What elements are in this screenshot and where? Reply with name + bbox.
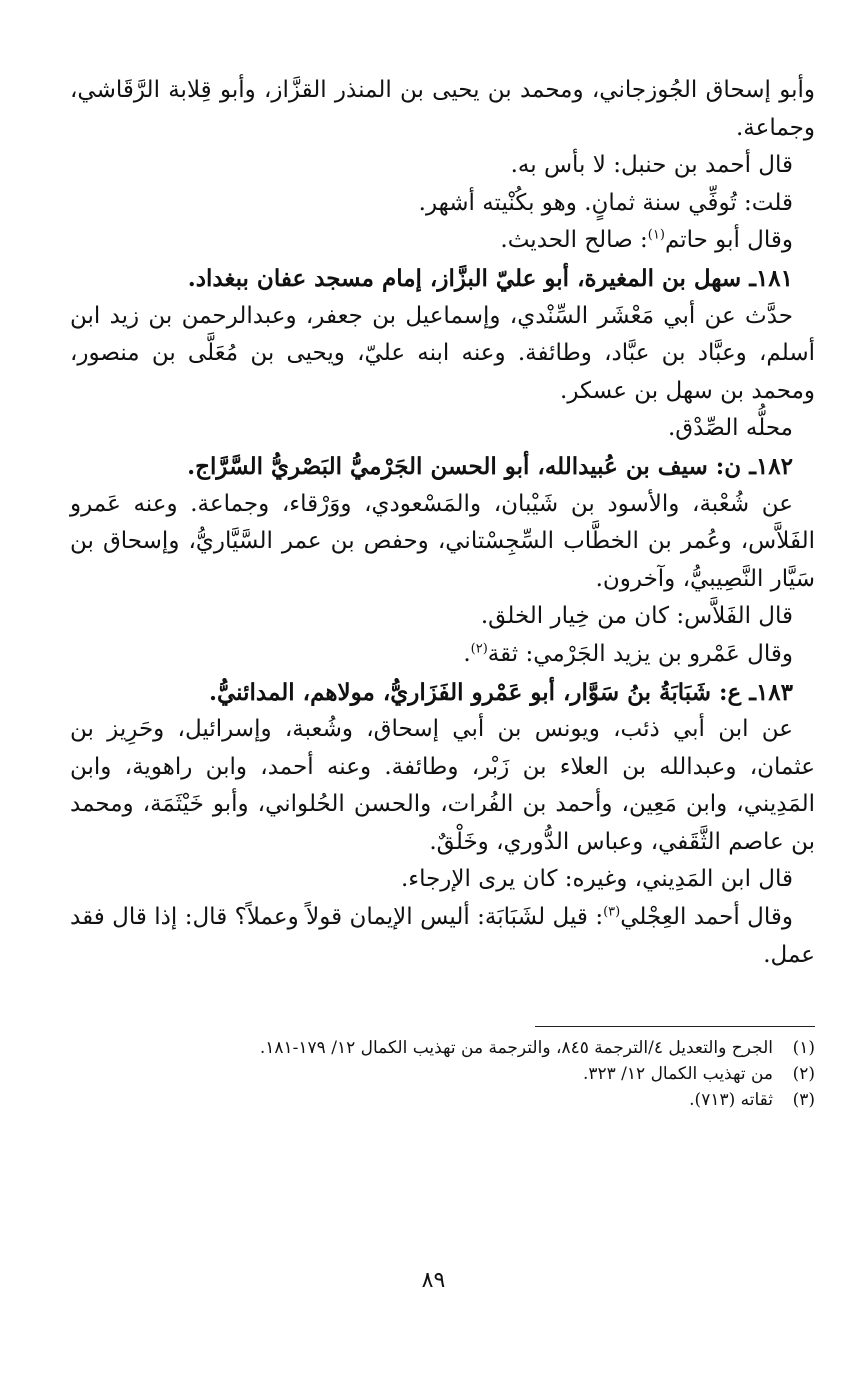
paragraph-text: عن شُعْبة، والأسود بن شَيْبان، والمَسْعودي، ووَرْقاء، وجماعة. وعنه عَمرو الفَلاَّس، وعُمر بن الخطَّاب السِّجِسْتاني، وحفص بن عمر السَّيَّاريُّ، وإسحاق بن سَيَّار النَّصِيبيُّ، وآخرون. — [70, 490, 815, 592]
entry-heading — [70, 260, 815, 298]
paragraph-text: وقال أحمد العِجْلي — [620, 904, 794, 931]
paragraph-text-after: . — [463, 640, 471, 667]
footnote-number: (١) — [792, 1038, 815, 1059]
footnote-marker: (١) — [647, 227, 665, 243]
page-number: ٨٩ — [421, 1268, 446, 1293]
paragraph-text: ١٨١ـ سهل بن المغيرة، أبو عليّ البزَّاز، إمام مسجد عفان ببغداد. — [187, 264, 793, 292]
footnote-number: (٢) — [792, 1064, 815, 1085]
footnotes — [70, 1035, 815, 1113]
paragraph-text: قال ابن المَدِيني، وغيره: كان يرى الإرجاء. — [400, 866, 793, 893]
paragraph-text: قال أحمد بن حنبل: لا بأس به. — [510, 152, 793, 179]
entry-heading — [70, 674, 815, 712]
paragraph-text: قال الفَلاَّس: كان من خِيار الخلق. — [480, 603, 793, 630]
paragraph-text-after: : قيل لشَبَابَة: أليس الإيمان قولاً وعملاً؟ قال: إذا قال فقد عمل. — [70, 904, 815, 968]
body-paragraph — [70, 147, 815, 185]
footnote-text: من تهذيب الكمال ١٢/ ٣٢٣. — [582, 1064, 773, 1085]
footnote-divider — [535, 1026, 815, 1027]
paragraph-text: حدَّث عن أبي مَعْشَر السِّنْدي، وإسماعيل بن جعفر، وعبدالرحمن بن زيد ابن أسلم، وعبَّاد بن عبَّاد، وطائفة. وعنه ابنه عليّ، ويحيى بن مُعَلَّى بن منصور، ومحمد بن سهل بن عسكر. — [70, 302, 815, 404]
body-paragraph — [70, 899, 815, 974]
footnote-text: ثقاته (٧١٣). — [689, 1090, 773, 1111]
body-paragraph — [70, 486, 815, 599]
footnote — [70, 1061, 815, 1087]
footnote-number: (٣) — [792, 1090, 815, 1111]
body-paragraph — [70, 636, 815, 674]
paragraph-text: قلت: تُوفِّي سنة ثمانٍ. وهو بكُنْيته أشهر. — [418, 189, 793, 216]
footnote-marker: (٢) — [470, 641, 488, 657]
paragraph-text: وأبو إسحاق الجُوزجاني، ومحمد بن يحيى بن المنذر القزَّاز، وأبو قِلابة الرَّقَاشي، وجماعة. — [70, 77, 815, 141]
body-paragraph — [70, 72, 815, 147]
footnote-marker: (٣) — [603, 904, 621, 920]
footnote-text: الجرح والتعديل ٤/الترجمة ٨٤٥، والترجمة من تهذيب الكمال ١٢/ ١٧٩-١٨١. — [259, 1038, 773, 1059]
paragraph-text: ١٨٢ـ ن: سيف بن عُبيدالله، أبو الحسن الجَرْميُّ البَصْريُّ السَّرَّاج. — [187, 452, 793, 480]
body-paragraph — [70, 861, 815, 899]
entry-heading — [70, 448, 815, 486]
footnote — [70, 1087, 815, 1113]
body-paragraph — [70, 222, 815, 260]
main-text — [70, 72, 815, 974]
paragraph-text-after: : صالح الحديث. — [500, 227, 648, 254]
body-paragraph — [70, 711, 815, 861]
body-paragraph — [70, 298, 815, 411]
body-paragraph — [70, 598, 815, 636]
paragraph-text: محلُّه الصِّدْق. — [668, 415, 793, 442]
body-paragraph — [70, 185, 815, 223]
paragraph-text: وقال أبو حاتم — [664, 227, 793, 254]
paragraph-text: ١٨٣ـ ع: شَبَابَةُ بنُ سَوَّار، أبو عَمْرو الفَزَاريُّ، مولاهم، المدائنيُّ. — [208, 678, 793, 706]
footnote — [70, 1035, 815, 1061]
paragraph-text: عن ابن أبي ذئب، ويونس بن أبي إسحاق، وشُعبة، وإسرائيل، وحَرِيز بن عثمان، وعبدالله بن العلاء بن زَبْر، وطائفة. وعنه أحمد، وابن راهوية، وابن المَدِيني، وابن مَعِين، وأحمد بن الفُرات، والحسن الحُلواني، وأبو خَيْثَمَة، ومحمد بن عاصم الثَّقَفي، وعباس الدُّوري، وخَلْقٌ. — [70, 716, 815, 855]
paragraph-text: وقال عَمْرو بن يزيد الجَرْمي: ثقة — [487, 640, 793, 667]
body-paragraph — [70, 410, 815, 448]
